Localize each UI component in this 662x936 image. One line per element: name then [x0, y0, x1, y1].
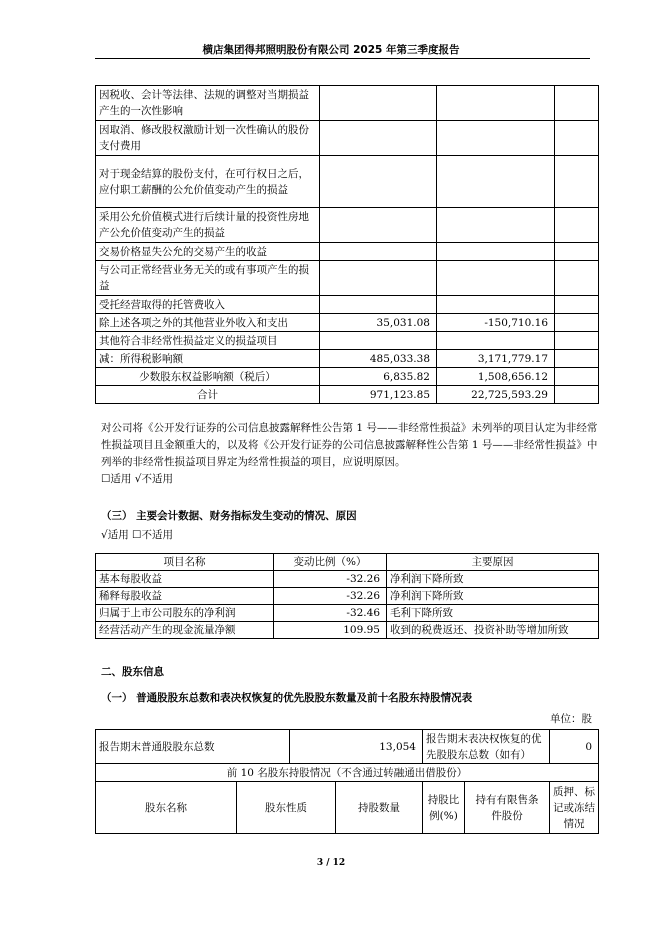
- table-header-row: [96, 782, 599, 834]
- current-value: 6,835.82: [320, 368, 437, 386]
- note-cell: [555, 314, 599, 332]
- change-ratio: -32.26: [274, 571, 387, 588]
- header-share-ratio: 持股比例(%): [423, 782, 465, 834]
- table-row: [96, 121, 599, 156]
- indicator-changes-table: [95, 553, 599, 639]
- ytd-value: [437, 208, 555, 243]
- preferred-holders-label: 报告期末表决权恢复的优先股股东总数（如有）: [423, 730, 550, 764]
- top10-title: 前 10 名股东持股情况（不含通过转融通出借股份）: [96, 764, 599, 782]
- current-value: [320, 156, 437, 208]
- main-reason: 净利润下降所致: [387, 571, 599, 588]
- row-label: 受托经营取得的托管费收入: [96, 296, 320, 314]
- ytd-value: [437, 156, 555, 208]
- note-cell: [555, 261, 599, 296]
- table-row: [96, 764, 599, 782]
- table-row: [96, 622, 599, 639]
- table-row: [96, 296, 599, 314]
- current-value: [320, 121, 437, 156]
- table-row: [96, 261, 599, 296]
- header-holder-nature: 股东性质: [237, 782, 336, 834]
- table-row: [96, 156, 599, 208]
- report-header-title: 横店集团得邦照明股份有限公司 2025 年第三季度报告: [202, 44, 460, 56]
- table-row: [96, 605, 599, 622]
- table-row: [96, 368, 599, 386]
- applicability-options: ☐适用 √不适用: [101, 473, 173, 485]
- row-label: 与公司正常经营业务无关的或有事项产生的损益: [96, 261, 320, 296]
- row-label: 交易价格显失公允的交易产生的收益: [96, 243, 320, 261]
- ytd-value: 3,171,779.17: [437, 350, 555, 368]
- ytd-value: [437, 243, 555, 261]
- current-value: 485,033.38: [320, 350, 437, 368]
- change-ratio: -32.46: [274, 605, 387, 622]
- ytd-value: 1,508,656.12: [437, 368, 555, 386]
- table-row: [96, 86, 599, 121]
- changes-applicability: √适用 ☐不适用: [101, 529, 173, 541]
- current-value: [320, 261, 437, 296]
- row-label: 因税收、会计等法律、法规的调整对当期损益产生的一次性影响: [96, 86, 320, 121]
- row-label: 合计: [96, 386, 320, 404]
- unit-label: 单位：股: [550, 713, 592, 725]
- table-row: [96, 314, 599, 332]
- ytd-value: [437, 332, 555, 350]
- current-value: [320, 208, 437, 243]
- section-heading-changes: （三） 主要会计数据、财务指标发生变动的情况、原因: [101, 510, 357, 522]
- current-value: [320, 86, 437, 121]
- header-restricted-shares: 持有有限售条件股份: [465, 782, 550, 834]
- change-ratio: -32.26: [274, 588, 387, 605]
- row-label: 因取消、修改股权激励计划一次性确认的股份支付费用: [96, 121, 320, 156]
- preferred-holders-value: 0: [550, 730, 599, 764]
- current-value: [320, 243, 437, 261]
- nonrecurring-items-table: [95, 85, 599, 404]
- item-name: 经营活动产生的现金流量净额: [96, 622, 274, 639]
- current-value: 35,031.08: [320, 314, 437, 332]
- main-reason: 毛利下降所致: [387, 605, 599, 622]
- header-divider: [95, 58, 590, 59]
- item-name: 归属于上市公司股东的净利润: [96, 605, 274, 622]
- ytd-value: 22,725,593.29: [437, 386, 555, 404]
- note-cell: [555, 332, 599, 350]
- page-number: 3 / 12: [316, 858, 346, 868]
- subheading-shareholder-count: （一） 普通股股东总数和表决权恢复的优先股股东数量及前十名股东持股情况表: [101, 692, 473, 704]
- header-share-count: 持股数量: [336, 782, 423, 834]
- header-change-ratio: 变动比例（%）: [274, 554, 387, 571]
- change-ratio: 109.95: [274, 622, 387, 639]
- table-row: [96, 571, 599, 588]
- row-label: 采用公允价值模式进行后续计量的投资性房地产公允价值变动产生的损益: [96, 208, 320, 243]
- note-cell: [555, 386, 599, 404]
- header-item-name: 项目名称: [96, 554, 274, 571]
- total-holders-label: 报告期末普通股股东总数: [96, 730, 290, 764]
- current-value: [320, 332, 437, 350]
- current-value: 971,123.85: [320, 386, 437, 404]
- header-main-reason: 主要原因: [387, 554, 599, 571]
- nonrecurring-explanation: 对公司将《公开发行证券的公司信息披露解释性公告第 1 号——非经常性损益》未列举的项目认定为非经常性损益项目且金额重大的，以及将《公开发行证券的公司信息披露解释性公告第 1 号——非经常性损益》中列举的非经常性损益项目界定为经常性损益的项目，应说明原因。: [101, 422, 598, 468]
- main-reason: 净利润下降所致: [387, 588, 599, 605]
- ytd-value: [437, 261, 555, 296]
- note-cell: [555, 368, 599, 386]
- ytd-value: [437, 121, 555, 156]
- item-name: 稀释每股收益: [96, 588, 274, 605]
- header-pledge-status: 质押、标记或冻结情况: [550, 782, 599, 834]
- ytd-value: [437, 296, 555, 314]
- note-cell: [555, 350, 599, 368]
- note-cell: [555, 121, 599, 156]
- row-label: 对于现金结算的股份支付，在可行权日之后，应付职工薪酬的公允价值变动产生的损益: [96, 156, 320, 208]
- item-name: 基本每股收益: [96, 571, 274, 588]
- current-value: [320, 296, 437, 314]
- main-reason: 收到的税费返还、投资补助等增加所致: [387, 622, 599, 639]
- table-header-row: [96, 554, 599, 571]
- table-row: [96, 208, 599, 243]
- note-cell: [555, 296, 599, 314]
- table-row: [96, 386, 599, 404]
- row-label: 除上述各项之外的其他营业外收入和支出: [96, 314, 320, 332]
- table-row: [96, 350, 599, 368]
- row-label: 其他符合非经常性损益定义的损益项目: [96, 332, 320, 350]
- section-heading-shareholders: 二、股东信息: [101, 666, 164, 678]
- note-cell: [555, 208, 599, 243]
- ytd-value: [437, 86, 555, 121]
- shareholder-summary-table: [95, 729, 599, 834]
- row-label: 少数股东权益影响额（税后）: [96, 368, 320, 386]
- table-row: [96, 588, 599, 605]
- table-row: [96, 243, 599, 261]
- note-cell: [555, 156, 599, 208]
- table-row: [96, 332, 599, 350]
- table-row: [96, 730, 599, 764]
- header-holder-name: 股东名称: [96, 782, 237, 834]
- total-holders-value: [290, 730, 423, 764]
- total-holders-number: 13,054: [379, 740, 416, 753]
- ytd-value: -150,710.16: [437, 314, 555, 332]
- row-label: 减：所得税影响额: [96, 350, 320, 368]
- note-cell: [555, 86, 599, 121]
- note-cell: [555, 243, 599, 261]
